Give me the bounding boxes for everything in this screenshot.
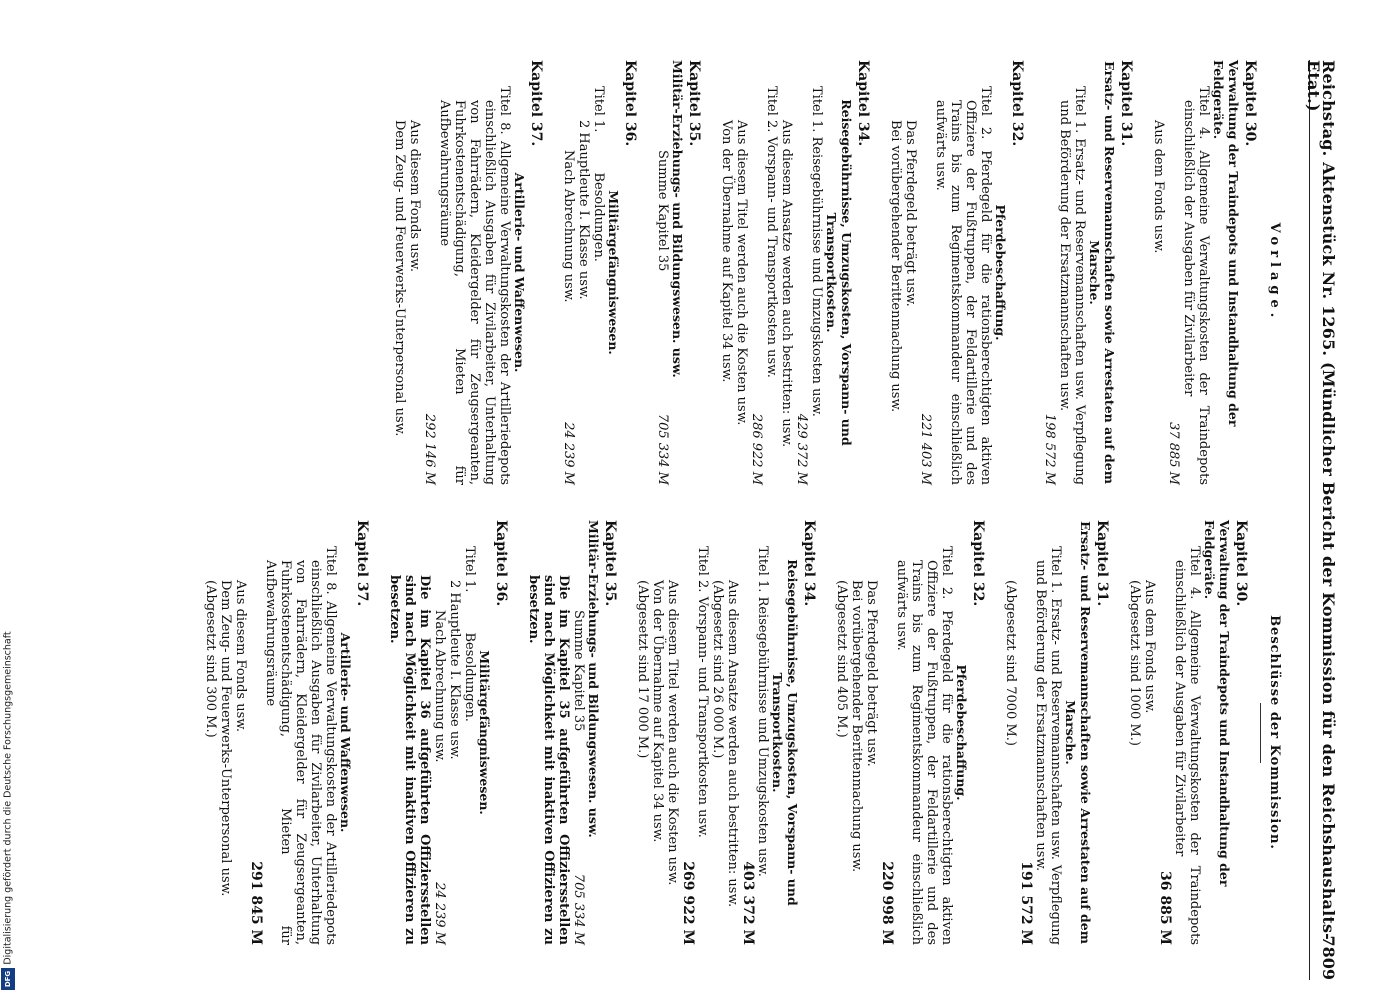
kapitel-heading: Kapitel 30. <box>1233 520 1249 607</box>
dfg-logo <box>1 968 15 990</box>
section-kapitel-37 <box>392 60 543 485</box>
note-line: Dem Zeug- und Feuerwerks-Unterpersonal usw. <box>218 580 233 897</box>
kapitel-heading: Kapitel 36. <box>493 520 509 607</box>
titel-text: Titel 8. Allgemeine Verwaltungskosten der Artilleriedepots einschließlich Ausgaben für Zivilarbeiter, Unterhaltung von Fahrrädern, Kleidergelder für Zeugsergeanten, Fuhrkostenentschädigung, Mieten für Aufbewahrungsräume <box>437 86 512 485</box>
section-kapitel-34 <box>635 520 816 945</box>
kapitel-subtitle: Militärgefängniswesen. <box>606 190 621 355</box>
section-kapitel-37 <box>203 520 369 945</box>
section-kapitel-30 <box>1151 60 1257 485</box>
summe-line <box>655 60 670 485</box>
note-line: Aus diesem Ansatze werden auch bestritten: usw. <box>779 120 794 448</box>
amount: 292 146 M <box>422 413 437 485</box>
kapitel-subtitle: Militär-Erziehungs- und Bildungswesen. usw. <box>586 520 601 838</box>
section-kapitel-36 <box>561 60 637 485</box>
note-line: 2 Hauptleute I. Klasse usw. <box>447 580 462 760</box>
titel-text: Titel 2. Vorspann- und Transportkosten usw. <box>764 86 779 378</box>
kapitel-subtitle: Pferdebeschaffung. <box>954 664 969 801</box>
kapitel-heading: Kapitel 32. <box>970 520 986 607</box>
section-kapitel-30 <box>1127 520 1248 945</box>
note-line: Aus diesem Ansatze werden auch bestritten: usw. <box>725 580 740 908</box>
note-line: Dem Zeug- und Feuerwerks-Unterpersonal usw. <box>392 120 407 437</box>
titel-text: Titel 2. Vorspann- und Transportkosten usw. <box>695 546 710 838</box>
credit-strip <box>0 600 16 996</box>
note-line: Aus diesem Fonds usw. <box>407 120 422 272</box>
section-kapitel-32 <box>888 60 1024 485</box>
kapitel-heading: Kapitel 35. <box>602 520 618 607</box>
kapitel-heading: Kapitel 32. <box>1009 60 1025 147</box>
kapitel-heading: Kapitel 35. <box>686 60 702 147</box>
kapitel-heading: Kapitel 34. <box>801 520 817 607</box>
note-line: Das Pferdegeld beträgt usw. <box>903 120 918 307</box>
amount: 191 572 M <box>1018 861 1034 945</box>
kapitel-heading: Kapitel 31. <box>1094 520 1110 607</box>
resolution-note: Die im Kapitel 35 aufgeführten Offiziersstellen sind nach Möglichkeit mit inaktiven Offizieren zu besetzen. <box>526 575 571 945</box>
abgesetzt-note: (Abgesetzt sind 300 M.) <box>203 580 218 738</box>
section-kapitel-35 <box>655 60 701 485</box>
amount: 36 885 M <box>1157 871 1173 945</box>
section-kapitel-36 <box>387 520 508 945</box>
kapitel-subtitle: Artillerie- und Waffenwesen. <box>338 632 353 833</box>
amount-line <box>432 520 447 945</box>
kapitel-heading: Kapitel 31. <box>1118 60 1134 147</box>
titel-line <box>462 520 477 945</box>
page-number: 7809 <box>1319 935 1338 980</box>
titel-name: Besoldungen. <box>462 632 477 722</box>
abgesetzt-note: (Abgesetzt sind 17 000 M.) <box>635 580 650 759</box>
section-kapitel-31 <box>1042 60 1133 485</box>
kapitel-heading: Kapitel 37. <box>354 520 370 607</box>
kapitel-subtitle: Militär-Erziehungs- und Bildungswesen. usw. <box>670 60 685 378</box>
titel-text: Titel 4. Allgemeine Verwaltungskosten der Traindepots einschließlich der Ausgaben für Zivilarbeiter <box>1181 86 1211 485</box>
amount: 24 239 M <box>432 882 447 945</box>
running-head-title: Reichstag. Aktenstück Nr. 1265. (Mündlicher Bericht der Kommission für den Reichshaushalts-Etat.) <box>1304 60 1338 941</box>
funding-credit: Digitalisierung gefördert durch die Deutsche Forschungsgemeinschaft <box>2 631 14 965</box>
note-line: Von der Übernahme auf Kapitel 34 usw. <box>650 580 665 843</box>
kapitel-subtitle: Reisegebührnisse, Umzugskosten, Vorspann- und Transportkosten. <box>770 559 800 906</box>
running-head <box>1304 60 1340 980</box>
section-kapitel-31 <box>1003 520 1109 945</box>
column-vorlage <box>230 60 1290 485</box>
section-kapitel-34 <box>719 60 870 485</box>
titel-text: Titel 8. Allgemeine Verwaltungskosten der Artilleriedepots einschließlich Ausgaben für Zivilarbeiter, Unterhaltung von Fahrrädern, Kleidergelder für Zeugsergeanten, Fuhrkostenentschädigung, Mieten für Aufbewahrungsräume <box>263 546 338 945</box>
amount: 37 885 M <box>1166 422 1181 485</box>
amount: 403 372 M <box>740 861 756 945</box>
titel-label: Titel 1. <box>462 546 477 593</box>
kapitel-subtitle: Artillerie- und Waffenwesen. <box>512 172 527 373</box>
kapitel-subtitle: Pferdebeschaffung. <box>993 204 1008 341</box>
note-line: Aus dem Fonds usw. <box>1142 580 1157 714</box>
titel-text: Titel 1. Reisegebührnisse und Umzugskosten usw. <box>809 86 824 417</box>
note-line: Das Pferdegeld beträgt usw. <box>864 580 879 767</box>
note-line: Aus diesem Titel werden auch die Kosten usw. <box>734 120 749 426</box>
abgesetzt-note: (Abgesetzt sind 405 M.) <box>834 580 849 738</box>
section-kapitel-35 <box>526 520 617 945</box>
amount: 291 845 M <box>248 861 264 945</box>
document-page <box>203 60 1340 980</box>
nach-label: Nach Abrechnung usw. <box>561 150 576 303</box>
amount: 705 334 M <box>571 873 586 945</box>
kapitel-heading: Kapitel 36. <box>622 60 638 147</box>
titel-line <box>591 60 606 485</box>
titel-text: Titel 2. Pferdegeld für die rationsberechtigten aktiven Offiziere der Fußtruppen, der Feldartillerie und des Trains bis zum Regimentskommandeur einschließlich aufwärts usw. <box>894 546 954 945</box>
note-line: Bei vorübergehender Berittenmachung usw. <box>849 580 864 873</box>
note-line: Von der Übernahme auf Kapitel 34 usw. <box>719 120 734 383</box>
column-heading-beschluesse: Beschlüsse der Kommission. <box>1267 615 1282 850</box>
abgesetzt-note: (Abgesetzt sind 7000 M.) <box>1003 580 1018 746</box>
summe-line <box>571 520 586 945</box>
note-line: 2 Hauptleute I. Klasse usw. <box>576 120 591 300</box>
note-line: Aus diesem Fonds usw. <box>233 580 248 732</box>
kapitel-subtitle: Reisegebührnisse, Umzugskosten, Vorspann- und Transportkosten. <box>824 99 854 446</box>
kapitel-subtitle: Verwaltung der Traindepots und Instandhaltung der Feldgeräte. <box>1211 60 1241 427</box>
column-beschluesse <box>203 520 1290 945</box>
titel-text: Titel 2. Pferdegeld für die rationsberechtigten aktiven Offiziere der Fußtruppen, der Feldartillerie und des Trains bis zum Regimentskommandeur einschließlich aufwärts usw. <box>933 86 993 485</box>
amount: 269 922 M <box>680 861 696 945</box>
heading-rule <box>1260 703 1261 763</box>
summe-label: Summe Kapitel 35 <box>655 150 670 272</box>
amount: 429 372 M <box>794 413 809 485</box>
titel-text: Titel 1. Ersatz- und Reservemannschaften usw. Verpflegung und Beförderung der Ersatzmannschaften usw. <box>1057 86 1087 485</box>
resolution-note: Die im Kapitel 36 aufgeführten Offiziersstellen sind nach Möglichkeit mit inaktiven Offizieren zu besetzen. <box>387 575 432 945</box>
kapitel-heading: Kapitel 34. <box>855 60 871 147</box>
titel-name: Besoldungen. <box>591 172 606 262</box>
section-kapitel-32 <box>834 520 985 945</box>
amount: 198 572 M <box>1042 413 1057 485</box>
kapitel-heading: Kapitel 37. <box>528 60 544 147</box>
abgesetzt-note: (Abgesetzt sind 1000 M.) <box>1127 580 1142 746</box>
note-line: Aus dem Fonds usw. <box>1151 120 1166 254</box>
kapitel-subtitle: Ersatz- und Reservemannschaften sowie Arrestaten auf dem Marsche. <box>1087 61 1117 484</box>
amount-line <box>561 60 576 485</box>
summe-label: Summe Kapitel 35 <box>571 610 586 732</box>
kapitel-subtitle: Ersatz- und Reservemannschaften sowie Arrestaten auf dem Marsche. <box>1063 521 1093 944</box>
titel-label: Titel 1. <box>591 86 606 133</box>
titel-text: Titel 4. Allgemeine Verwaltungskosten der Traindepots einschließlich der Ausgaben für Zivilarbeiter <box>1172 546 1202 945</box>
column-heading-vorlage: Vorlage. <box>1267 222 1282 323</box>
kapitel-subtitle: Militärgefängniswesen. <box>477 650 492 815</box>
titel-text: Titel 1. Ersatz- und Reservemannschaften usw. Verpflegung und Beförderung der Ersatzmannschaften usw. <box>1033 546 1063 945</box>
kapitel-subtitle: Verwaltung der Traindepots und Instandhaltung der Feldgeräte. <box>1202 520 1232 887</box>
nach-label: Nach Abrechnung usw. <box>432 610 447 763</box>
kapitel-heading: Kapitel 30. <box>1242 60 1258 147</box>
titel-text: Titel 1. Reisegebührnisse und Umzugskosten usw. <box>755 546 770 877</box>
note-line: Aus diesem Titel werden auch die Kosten usw. <box>665 580 680 886</box>
amount: 220 998 M <box>879 861 895 945</box>
dfg-logo-text: DFG <box>4 970 12 988</box>
abgesetzt-note: (Abgesetzt sind 26 000 M.) <box>710 580 725 759</box>
note-line: Bei vorübergehender Berittenmachung usw. <box>888 120 903 413</box>
amount: 24 239 M <box>561 422 576 485</box>
amount: 286 922 M <box>749 413 764 485</box>
amount: 221 403 M <box>918 413 933 485</box>
amount: 705 334 M <box>655 413 670 485</box>
